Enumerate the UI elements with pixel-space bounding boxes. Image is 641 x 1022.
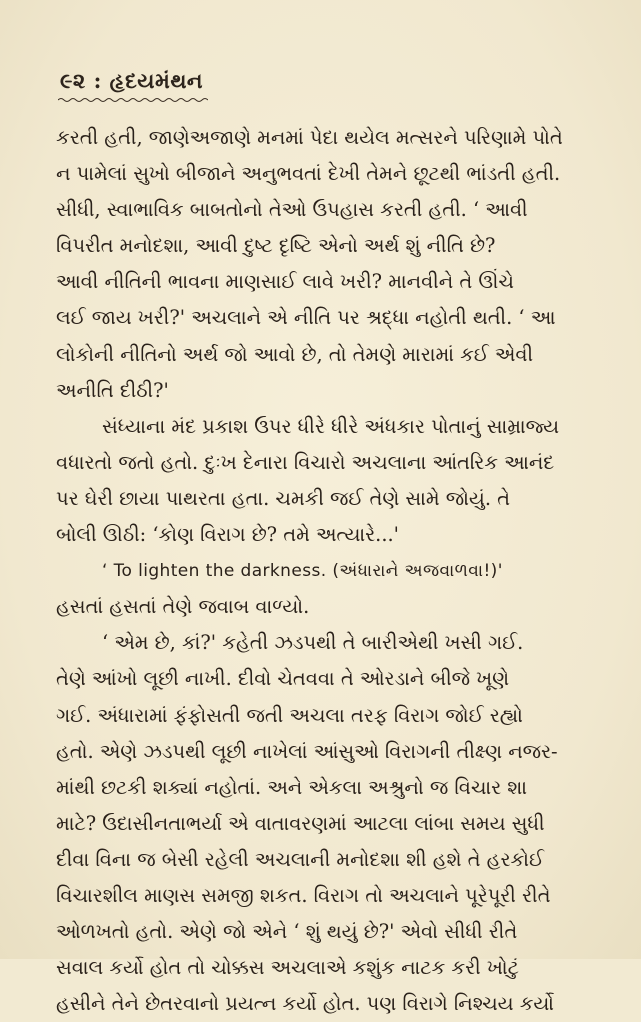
text-line: હતો. એણે ઝડપથી લૂછી નાખેલાં આંસુઓ વિરાગની તીક્ષ્ણ નજર- (56, 739, 558, 763)
text-line: સવાલ કર્યો હોત તો ચોક્કસ અચલાએ કશુંક નાટક કરી ખોટું (56, 956, 519, 980)
text-line: ન પામેલાં સુખો બીજાને અનુભવતાં દેખી તેમને છૂટથી ભાંડતી હતી. (56, 162, 561, 186)
page-header: ૯૨ : હૃદયમંથન (60, 68, 204, 93)
text-line: લઈ જાય ખરી?' અચલાને એ નીતિ પર શ્રદ્ધા નહોતી થતી. ‘ આ (56, 306, 556, 330)
text-line: તેણે આંખો લૂછી નાખી. દીવો ચેતવવા તે ઓરડાને બીજે ખૂણે (56, 667, 510, 691)
text-line: માટે? ઉદાસીનતાભર્યા એ વાતાવરણમાં આટલા લાંબા સમય સુધી (56, 811, 545, 835)
text-line: કરતી હતી, જાણેઅજાણે મનમાં પેદા થયેલ મત્સરને પરિણામે પોતે (56, 126, 563, 149)
header-wavy-rule (58, 97, 208, 103)
text-line: વિપરીત મનોદશા, આવી દુષ્ટ દૃષ્ટિ એનો અર્થ શું નીતિ છે? (56, 234, 496, 258)
body-text (56, 120, 601, 1022)
text-line: માંથી છટકી શક્યાં નહોતાં. અને એકલા અશ્રુનો જ વિચાર શા (56, 775, 527, 799)
text-line: સંધ્યાના મંદ પ્રકાશ ઉપર ધીરે ધીરે અંધકાર પોતાનું સામ્રાજ્ય (102, 414, 560, 438)
text-line: સીધી, સ્વાભાવિક બાબતોનો તેઓ ઉપહાસ કરતી હતી. ‘ આવી (56, 198, 528, 222)
text-line: હસીને તેને છેતરવાનો પ્રયત્ન કર્યો હોત. પણ વિરાગે નિશ્ચય કર્યો (56, 992, 554, 1016)
text-line-english: ‘ To lighten the darkness. (અંધારાને અજવાળવા!)' (102, 561, 503, 582)
text-line: દીવા વિના જ બેસી રહેલી અચલાની મનોદશા શી હશે તે હરકોઈ (56, 847, 544, 871)
text-line: વધારતો જતો હતો. દુઃખ દેનારા વિચારો અચલાના આંતરિક આનંદ (56, 450, 555, 474)
text-line: ‘ એમ છે, કાં?' કહેતી ઝડપથી તે બારીએથી ખસી ગઈ. (102, 631, 524, 655)
text-line: વિચારશીલ માણસ સમજી શકત. વિરાગ તો અચલાને પૂરેપૂરી રીતે (56, 883, 551, 907)
text-line: આવી નીતિની ભાવના માણસાઈ લાવે ખરી? માનવીને તે ઊંચે (56, 270, 514, 294)
text-line: ઓળખતો હતો. એણે જો એને ‘ શું થયું છે?' એવો સીધી રીતે (56, 920, 518, 944)
text-line: બોલી ઊઠી: ‘કોણ વિરાગ છે? તમે અત્યારે...' (56, 523, 399, 547)
text-line: પર ઘેરી છાયા પાથરતા હતા. ચમકી જઈ તેણે સામે જોયું. તે (56, 486, 511, 510)
text-line: હસતાં હસતાં તેણે જવાબ વાળ્યો. (56, 595, 310, 619)
text-line: અનીતિ દીઠી?' (56, 378, 169, 402)
text-line: ગઈ. અંધારામાં ફંફોસતી જતી અચલા તરફ વિરાગ જોઈ રહ્યો (56, 703, 523, 727)
text-line: લોકોની નીતિનો અર્થ જો આવો છે, તો તેમણે મારામાં કઈ એવી (56, 342, 534, 366)
